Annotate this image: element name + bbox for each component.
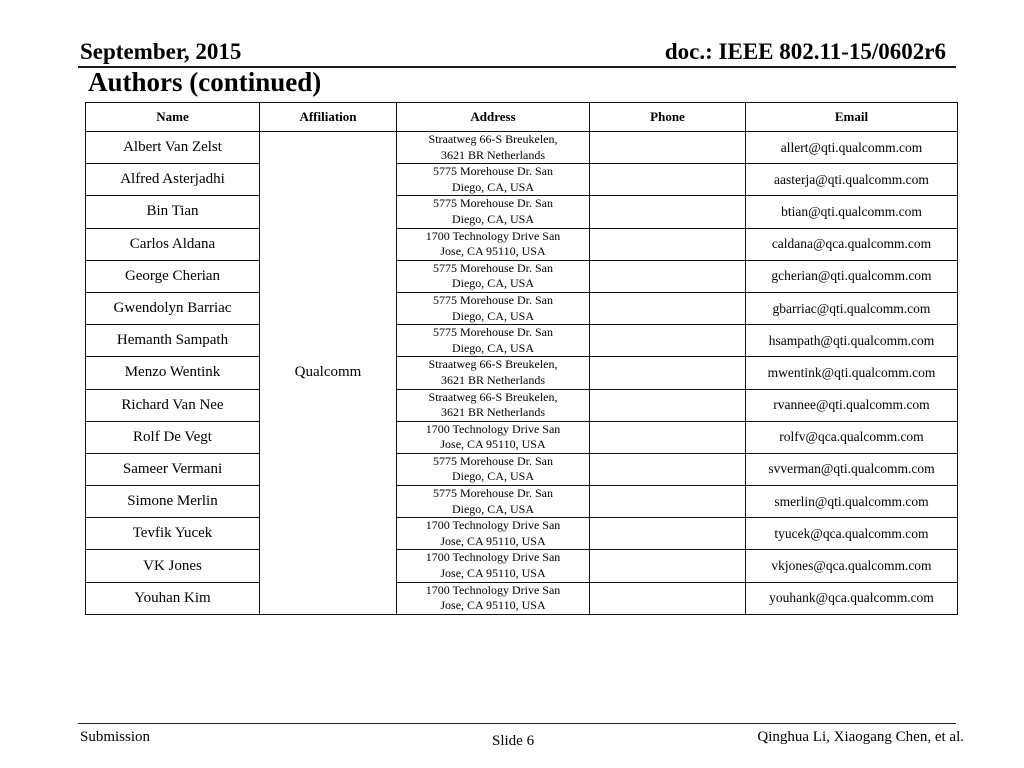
address-line: 1700 Technology Drive San xyxy=(425,582,561,597)
table-row xyxy=(86,518,958,550)
address-line: Straatweg 66-S Breukelen, xyxy=(428,132,558,146)
author-email: gbarriac@qti.qualcomm.com xyxy=(746,292,958,324)
author-name: Alfred Asterjadhi xyxy=(86,164,260,196)
address-line: 5775 Morehouse Dr. San xyxy=(433,292,553,307)
author-phone xyxy=(590,132,746,164)
address-line: Diego, CA, USA xyxy=(451,211,534,226)
author-phone xyxy=(590,550,746,582)
author-address xyxy=(397,453,590,485)
author-address xyxy=(397,164,590,196)
footer-divider xyxy=(78,723,956,724)
address-line: 5775 Morehouse Dr. San xyxy=(433,486,553,501)
table-row xyxy=(86,325,958,357)
address-line: 3621 BR Netherlands xyxy=(441,147,545,162)
author-email: svverman@qti.qualcomm.com xyxy=(746,453,958,485)
table-row xyxy=(86,421,958,453)
column-header-address: Address xyxy=(397,103,590,132)
address-line: Diego, CA, USA xyxy=(451,179,534,194)
author-name: Gwendolyn Barriac xyxy=(86,292,260,324)
author-email: gcherian@qti.qualcomm.com xyxy=(746,260,958,292)
table-header-row xyxy=(86,103,958,132)
address-line: 5775 Morehouse Dr. San xyxy=(433,453,553,468)
author-phone xyxy=(590,518,746,550)
author-address xyxy=(397,260,590,292)
address-line: Jose, CA 95110, USA xyxy=(440,598,546,613)
affiliation-cell: Qualcomm xyxy=(260,132,397,615)
address-line: 3621 BR Netherlands xyxy=(441,405,545,420)
author-name: Hemanth Sampath xyxy=(86,325,260,357)
slide-number: Slide 6 xyxy=(492,733,535,749)
author-phone xyxy=(590,292,746,324)
address-line: Jose, CA 95110, USA xyxy=(440,437,546,452)
author-address xyxy=(397,196,590,228)
author-phone xyxy=(590,389,746,421)
author-phone xyxy=(590,421,746,453)
table-row xyxy=(86,132,958,164)
table-row xyxy=(86,196,958,228)
table-row xyxy=(86,582,958,614)
author-name: Youhan Kim xyxy=(86,582,260,614)
address-line: 1700 Technology Drive San xyxy=(425,421,561,436)
author-email: smerlin@qti.qualcomm.com xyxy=(746,486,958,518)
author-email: allert@qti.qualcomm.com xyxy=(746,132,958,164)
address-line: 5775 Morehouse Dr. San xyxy=(433,325,553,340)
table-row xyxy=(86,260,958,292)
author-email: vkjones@qca.qualcomm.com xyxy=(746,550,958,582)
author-name: Sameer Vermani xyxy=(86,453,260,485)
address-line: Diego, CA, USA xyxy=(451,501,534,516)
author-phone xyxy=(590,325,746,357)
author-address xyxy=(397,389,590,421)
author-name: VK Jones xyxy=(86,550,260,582)
address-line: 5775 Morehouse Dr. San xyxy=(433,164,553,179)
author-name: Bin Tian xyxy=(86,196,260,228)
address-line: Jose, CA 95110, USA xyxy=(440,244,546,259)
author-email: youhank@qca.qualcomm.com xyxy=(746,582,958,614)
author-name: Tevfik Yucek xyxy=(86,518,260,550)
table-row xyxy=(86,453,958,485)
author-name: Carlos Aldana xyxy=(86,228,260,260)
author-address xyxy=(397,421,590,453)
address-line: Jose, CA 95110, USA xyxy=(440,566,546,581)
header-doc-id: doc.: IEEE 802.11-15/0602r6 xyxy=(664,39,946,64)
author-name: Menzo Wentink xyxy=(86,357,260,389)
table-row xyxy=(86,389,958,421)
author-address xyxy=(397,292,590,324)
author-address xyxy=(397,132,590,164)
author-address xyxy=(397,228,590,260)
author-phone xyxy=(590,582,746,614)
table-row xyxy=(86,164,958,196)
table-row xyxy=(86,357,958,389)
address-line: 5775 Morehouse Dr. San xyxy=(433,260,553,275)
author-phone xyxy=(590,260,746,292)
table-row xyxy=(86,550,958,582)
author-email: hsampath@qti.qualcomm.com xyxy=(746,325,958,357)
address-line: Diego, CA, USA xyxy=(451,308,534,323)
author-email: btian@qti.qualcomm.com xyxy=(746,196,958,228)
author-email: rolfv@qca.qualcomm.com xyxy=(746,421,958,453)
author-name: Simone Merlin xyxy=(86,486,260,518)
slide-title: Authors (continued) xyxy=(88,67,322,97)
author-email: aasterja@qti.qualcomm.com xyxy=(746,164,958,196)
table-body xyxy=(86,132,958,615)
author-address xyxy=(397,486,590,518)
address-line: Diego, CA, USA xyxy=(451,469,534,484)
author-phone xyxy=(590,196,746,228)
author-phone xyxy=(590,486,746,518)
author-phone xyxy=(590,453,746,485)
author-name: George Cherian xyxy=(86,260,260,292)
author-name: Rolf De Vegt xyxy=(86,421,260,453)
author-email: rvannee@qti.qualcomm.com xyxy=(746,389,958,421)
author-name: Richard Van Nee xyxy=(86,389,260,421)
address-line: 1700 Technology Drive San xyxy=(425,228,561,243)
footer-authors: Qinghua Li, Xiaogang Chen, et al. xyxy=(757,729,964,745)
address-line: 1700 Technology Drive San xyxy=(425,518,561,533)
address-line: Diego, CA, USA xyxy=(451,340,534,355)
table-row xyxy=(86,228,958,260)
author-phone xyxy=(590,228,746,260)
author-name: Albert Van Zelst xyxy=(86,132,260,164)
author-address xyxy=(397,357,590,389)
authors-table xyxy=(85,102,958,615)
column-header-email: Email xyxy=(746,103,958,132)
column-header-phone: Phone xyxy=(590,103,746,132)
table-row xyxy=(86,292,958,324)
table-row xyxy=(86,486,958,518)
header-date: September, 2015 xyxy=(80,39,242,64)
author-address xyxy=(397,518,590,550)
address-line: Straatweg 66-S Breukelen, xyxy=(428,389,558,404)
author-address xyxy=(397,582,590,614)
author-phone xyxy=(590,164,746,196)
footer-submission: Submission xyxy=(80,729,151,745)
author-address xyxy=(397,325,590,357)
column-header-affiliation: Affiliation xyxy=(260,103,397,132)
address-line: 1700 Technology Drive San xyxy=(425,550,561,565)
author-phone xyxy=(590,357,746,389)
author-address xyxy=(397,550,590,582)
address-line: 5775 Morehouse Dr. San xyxy=(433,196,553,211)
address-line: Straatweg 66-S Breukelen, xyxy=(428,357,558,372)
address-line: 3621 BR Netherlands xyxy=(441,372,545,387)
author-email: tyucek@qca.qualcomm.com xyxy=(746,518,958,550)
address-line: Jose, CA 95110, USA xyxy=(440,533,546,548)
author-email: caldana@qca.qualcomm.com xyxy=(746,228,958,260)
author-email: mwentink@qti.qualcomm.com xyxy=(746,357,958,389)
column-header-name: Name xyxy=(86,103,260,132)
address-line: Diego, CA, USA xyxy=(451,276,534,291)
